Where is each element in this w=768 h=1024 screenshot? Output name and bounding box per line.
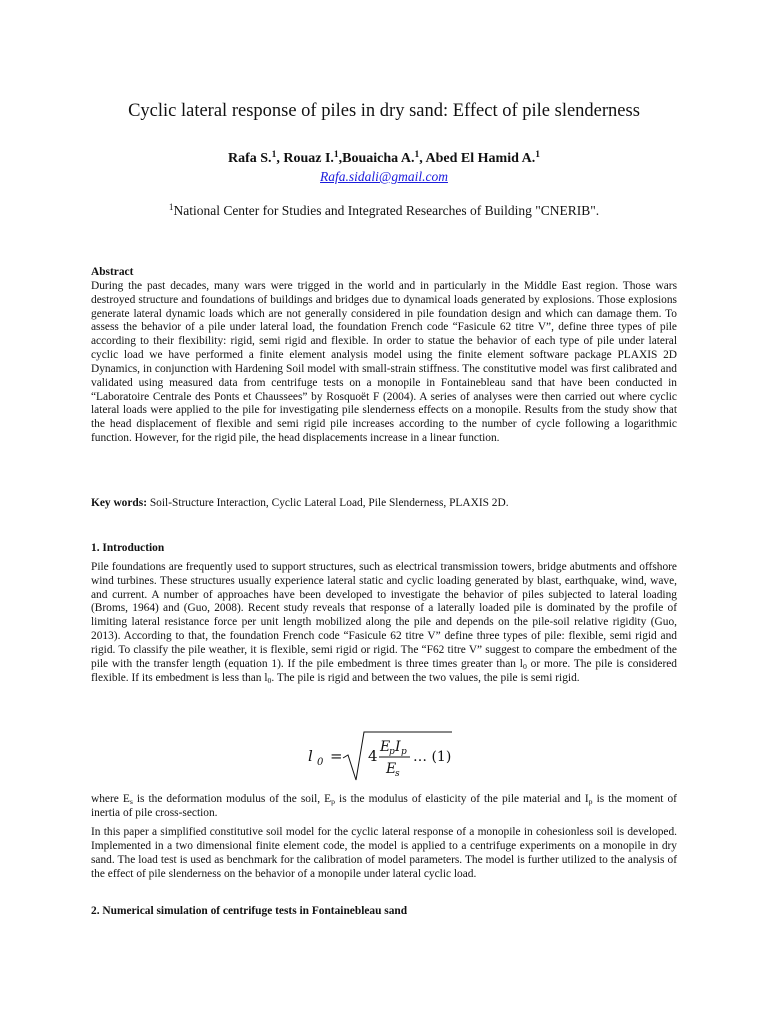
keywords [91, 497, 677, 511]
eq-lhs: l [308, 747, 313, 765]
keywords-text: Soil-Structure Interaction, Cyclic Lateral Load, Pile Slenderness, PLAXIS 2D. [147, 497, 509, 509]
eq-den-sub: s [395, 769, 400, 779]
text-run: is the moment of inertia of pile cross-section. [91, 793, 677, 819]
subscript: p [588, 796, 593, 806]
affiliation-text: National Center for Studies and Integrated Researches of Building "CNERIB". [173, 203, 600, 218]
modulus-paragraph [91, 793, 677, 821]
eq-num-sub1: p [389, 747, 395, 757]
eq-num-sub2: p [401, 747, 407, 757]
eq-number: … (1) [413, 749, 452, 765]
text-run: is the deformation modulus of the soil, E [132, 793, 332, 805]
author-separator: , [419, 151, 426, 166]
affiliation [0, 202, 768, 219]
abstract-heading: Abstract [91, 266, 134, 278]
author-name: Bouaicha A. [342, 151, 415, 166]
introduction-paragraph [91, 561, 677, 686]
abstract-text: During the past decades, many wars were trigged in the world and in particularly in the Middle East region. Those wars destroyed structure and foundations of buildings and bridges due to dynamical loads generated by explosions. Those explosions generate lateral dynamic loads which are not generally considered in pile foundation design and which can damage them. To assess the behavior of a pile under lateral load, the foundation French code “Fasicule 62 titre V”, define three types of pile according to their flexibility: rigid, semi rigid and flexible. In order to statue the behavior of each type of pile under lateral cyclic load we have performed a finite element analysis model using the finite element software package PLAXIS 2D Dynamics, in conjunction with Hardening Soil model with small-strain stiffness. The constitutive model was first calibrated and validated using measured data from centrifuge tests on a monopile in Fontainebleau sand that have been conducted in “Laboratoire Centrale des Ponts et Chaussees” by Rosquoët F (2004). A series of analyses were then carried out where cyclic lateral loads were applied to the pile for investigating pile slenderness effects on a monopile. Results from the study show that the head displacement of flexible and semi rigid pile increases according to the number of cycle following a logarithmic function. However, for the rigid pile, the head displacements increase in a linear function. [91, 279, 677, 445]
text-run: Pile foundations are frequently used to support structures, such as electrical transmission towers, bridge abutments and offshore wind turbines. These structures usually experience lateral static and cyclic loading generated by blast, earthquake, wind, wave, and current. A number of approaches have been developed to investigate the behavior of piles subjected to lateral loading (Broms, 1964) and (Guo, 2008). Recent study reveals that response of a laterally loaded pile is dominated by the profile of limiting lateral resistance force per unit length mobilized along the pile and depends on the pile-soil relative rigidity (Guo, 2013). According to that, the foundation French code “Fasicule 62 titre V” define three types of pile: flexible, semi rigid and rigid. To classify the pile weather, it is flexible, semi rigid or rigid. The “F62 titre V” suggest to compare the embedment of the pile with the transfer length (equation 1). If the pile embedment is three times greater than l [91, 560, 677, 670]
eq-den-e: E [386, 761, 397, 777]
affiliation-mark: 1 [271, 149, 277, 160]
text-run: or more. The pile is considered flexible. If its embedment is less than l [91, 657, 677, 684]
paper-scope-paragraph: In this paper a simplified constitutive soil model for the cyclic lateral response of a monopile in cohesionless soil is developed. Implemented in a two dimensional finite element code, the model is applied to a centrifuge experiments on a monopile in dry sand. The load test is used as benchmark for the calibration of model parameters. The model is further utilized to the analysis of the effect of pile slenderness on the behavior of a monopile under lateral cyclic load. [91, 826, 677, 880]
eq-equals: = [330, 747, 343, 765]
text-run: where E [91, 793, 130, 805]
subscript: p [331, 796, 335, 806]
eq-num-e: E [380, 739, 391, 755]
author-list [0, 150, 768, 167]
transfer-length-equation [0, 728, 768, 784]
author-name: Abed El Hamid A. [425, 151, 536, 166]
section-2-heading: 2. Numerical simulation of centrifuge tests in Fontainebleau sand [91, 905, 408, 917]
eq-lhs-sub: 0 [317, 757, 324, 768]
affiliation-mark: 1 [168, 201, 174, 212]
author-name: Rouaz I. [283, 151, 334, 166]
author-name: Rafa S. [228, 151, 272, 166]
affiliation-mark: 1 [333, 149, 339, 160]
author-separator: , [276, 151, 284, 166]
eq-num-i: I [395, 739, 401, 755]
text-run: is the modulus of elasticity of the pile material and I [335, 793, 589, 805]
email-link[interactable]: Rafa.sidali@gmail.com [320, 169, 448, 184]
introduction-heading: 1. Introduction [91, 542, 165, 554]
author-separator: , [338, 151, 343, 166]
paper-title: Cyclic lateral response of piles in dry sand: Effect of pile slenderness [128, 101, 640, 121]
subscript: s [129, 796, 133, 806]
equation-1 [0, 728, 768, 784]
subscript: 0 [267, 675, 272, 685]
introduction-section [91, 542, 677, 685]
subscript: 0 [522, 661, 527, 671]
text-run: . The pile is rigid and between the two values, the pile is semi rigid. [271, 671, 580, 684]
keywords-label: Key words: [91, 497, 147, 509]
abstract-section [91, 266, 677, 446]
eq-four: 4 [368, 747, 378, 765]
affiliation-mark: 1 [414, 149, 420, 160]
affiliation-mark: 1 [535, 149, 540, 160]
